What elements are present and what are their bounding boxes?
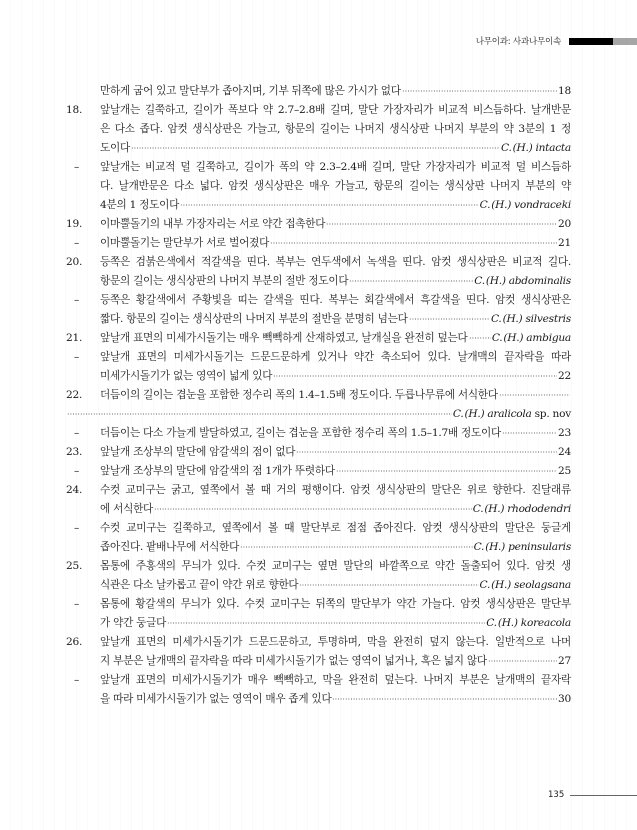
alternative-dash: – — [74, 674, 80, 686]
species-name — [480, 196, 571, 215]
species-name — [492, 329, 571, 348]
species-name — [474, 538, 571, 557]
leader-dots — [409, 312, 490, 322]
species-epithet: seolagsana — [514, 579, 571, 591]
leader-dots — [131, 141, 500, 151]
couplet-number: 18. — [66, 104, 83, 116]
key-continuation — [66, 82, 571, 101]
lead-to-couplet: 23 — [558, 427, 571, 439]
alternative-dash: – — [74, 237, 80, 249]
key-text: 등쪽은 황갈색에서 주황빛을 띠는 갈색을 띤다. 복부는 회갈색에서 흑갈색을 띤다. 암컷 생식상판은 — [100, 294, 571, 306]
species-name — [453, 405, 571, 424]
couplet-number: 20. — [66, 256, 83, 268]
genus-abbrev: C. — [490, 313, 502, 325]
key-line — [66, 158, 571, 177]
key-text: 앞날개 표면의 미세가시돌기가 매우 빽빽하고, 막을 완전히 덮는다. 나머지 부분은 날개맥의 끝자락 — [100, 674, 571, 686]
alternative-dash: – — [74, 522, 80, 534]
genus-abbrev: C. — [491, 332, 503, 344]
key-couplet — [66, 329, 571, 348]
key-line — [66, 690, 571, 709]
chapter-title: 나무이과: 사과나무이속 — [475, 37, 561, 47]
key-text: 에 서식한다 — [100, 503, 154, 515]
key-text: 몸통에 주홍색의 무늬가 있다. 수컷 교미구는 옆면 말단의 바깥쪽으로 약간 돌출되어 있다. 암컷 생 — [100, 560, 571, 572]
genus-abbrev: C. — [452, 408, 464, 420]
key-line — [66, 557, 571, 576]
key-text: 앞날개는 비교적 덜 길쭉하고, 길이가 폭의 약 2.3–2.4배 길며, 말단 가장자리가 비교적 덜 비스듬하 — [100, 161, 571, 173]
key-alternative — [66, 234, 571, 253]
key-alternative — [66, 424, 571, 443]
species-epithet: silvestris — [525, 313, 571, 325]
header-bar-gray — [613, 38, 637, 45]
subgenus-abbrev: (H.) — [464, 408, 485, 420]
key-couplet — [66, 215, 571, 234]
leader-dots — [402, 84, 557, 94]
key-text: 미세가시돌기가 없는 영역이 넓게 있다 — [100, 370, 273, 382]
leader-dots — [469, 331, 491, 341]
key-line — [66, 652, 571, 671]
subgenus-abbrev: (H.) — [491, 199, 512, 211]
leader-dots — [336, 464, 557, 474]
subgenus-abbrev: (H.) — [503, 332, 524, 344]
species-name — [491, 310, 571, 329]
lead-to-couplet: 24 — [558, 446, 571, 458]
lead-to-couplet: 30 — [558, 693, 571, 705]
key-line — [66, 424, 571, 443]
key-couplet — [66, 557, 571, 595]
header-bar-black — [569, 38, 613, 45]
key-text: 더듬이의 길이는 겹눈을 포함한 정수리 폭의 1.4–1.5배 정도이다. 두릅나무류에 서식한다 — [100, 389, 498, 401]
species-epithet: ambigua — [526, 332, 571, 344]
key-text: 을 따라 미세가시돌기가 없는 영역이 매우 좁게 있다 — [100, 693, 332, 705]
page-number: 135 — [548, 790, 565, 800]
key-text: 더듬이는 다소 가늘게 발달하였고, 길이는 겹눈을 포함한 정수리 폭의 1.5–1.7배 정도이다 — [100, 427, 501, 439]
leader-dots — [67, 407, 452, 417]
species-epithet: aralicola — [487, 408, 532, 420]
key-line — [66, 310, 571, 329]
leader-dots — [273, 369, 557, 379]
key-couplet — [66, 481, 571, 519]
subgenus-abbrev: (H.) — [485, 275, 506, 287]
key-line — [66, 253, 571, 272]
lead-to-couplet: 25 — [558, 465, 571, 477]
species-name — [501, 139, 571, 158]
key-line — [66, 120, 571, 139]
leader-dots — [349, 274, 473, 284]
couplet-number: 23. — [66, 446, 83, 458]
leader-dots — [154, 502, 472, 512]
alternative-dash: – — [74, 465, 80, 477]
alternative-dash: – — [74, 294, 80, 306]
couplet-number: 25. — [66, 560, 83, 572]
key-text: 앞날개 조상부의 말단에 암갈색의 점이 없다 — [100, 446, 296, 458]
genus-abbrev: C. — [500, 142, 512, 154]
key-line — [66, 234, 571, 253]
leader-dots — [296, 445, 557, 455]
key-couplet — [66, 443, 571, 462]
subgenus-abbrev: (H.) — [484, 503, 505, 515]
species-name — [474, 272, 571, 291]
genus-abbrev: C. — [479, 579, 491, 591]
key-line — [66, 329, 571, 348]
footer-rule — [570, 795, 637, 796]
species-epithet: koreacola — [520, 617, 571, 629]
key-alternative — [66, 291, 571, 329]
key-text: 가 약간 둥글다 — [100, 617, 167, 629]
subgenus-abbrev: (H.) — [485, 541, 506, 553]
key-alternative — [66, 671, 571, 709]
couplet-number: 21. — [66, 332, 83, 344]
species-epithet: vondraceki — [514, 199, 571, 211]
subgenus-abbrev: (H.) — [491, 579, 512, 591]
key-line — [66, 348, 571, 367]
key-text: 수컷 교미구는 길쭉하고, 옆쪽에서 볼 때 말단부로 점점 좁아진다. 암컷 생식상판의 말단은 둥글게 — [100, 522, 571, 534]
key-text: 도이다 — [100, 142, 130, 154]
key-text: 몸통에 황갈색의 무늬가 있다. 수컷 교미구는 뒤쪽의 말단부가 약간 가늘다. 암컷 생식상판은 말단부 — [100, 598, 571, 610]
leader-dots — [167, 616, 485, 626]
leader-dots — [332, 692, 557, 702]
key-text: 항문의 길이는 생식상판의 나머지 부분의 절반 정도이다 — [100, 275, 349, 287]
key-line — [66, 500, 571, 519]
alternative-dash: – — [74, 598, 80, 610]
species-name — [473, 500, 571, 519]
key-text: 앞날개 표면의 미세가시돌기는 드문드문하게 있거나 약간 축소되어 있다. 날개맥의 끝자락을 따라 — [100, 351, 571, 363]
key-alternative — [66, 348, 571, 386]
leader-dots — [326, 217, 557, 227]
key-couplet — [66, 633, 571, 671]
key-line — [66, 272, 571, 291]
alternative-dash: – — [74, 161, 80, 173]
subgenus-abbrev: (H.) — [502, 313, 523, 325]
genus-abbrev: C. — [486, 617, 497, 629]
key-text: 앞날개 표면의 미세가시돌기가 드문드문하고, 투명하며, 막을 완전히 덮지 않는다. 일반적으로 나머 — [100, 636, 571, 648]
species-epithet: rhododendri — [507, 503, 571, 515]
couplet-number: 24. — [66, 484, 83, 496]
key-line — [66, 196, 571, 215]
key-line — [66, 139, 571, 158]
page-footer — [548, 790, 637, 800]
lead-to-couplet: 21 — [558, 237, 571, 249]
key-alternative — [66, 519, 571, 557]
key-text: 짧다. 항문의 길이는 생식상판의 나머지 부분의 절반을 분명히 넘는다 — [100, 313, 408, 325]
key-text: 이마뿔돌기는 말단부가 서로 벌어졌다 — [100, 237, 270, 249]
new-species-label: sp. nov — [534, 408, 571, 420]
species-epithet: peninsularis — [508, 541, 571, 553]
alternative-dash: – — [74, 427, 80, 439]
leader-dots — [270, 236, 557, 246]
identification-key — [66, 82, 571, 709]
key-couplet — [66, 253, 571, 291]
key-line — [66, 576, 571, 595]
key-line — [66, 82, 571, 101]
key-text: 이마뿔돌기의 내부 가장자리는 서로 약간 접촉한다 — [100, 218, 326, 230]
genus-abbrev: C. — [474, 275, 485, 287]
leader-dots — [488, 654, 557, 664]
key-line — [66, 291, 571, 310]
leader-dots — [299, 578, 478, 588]
leader-dots — [499, 388, 570, 398]
key-line — [66, 633, 571, 652]
lead-to-couplet: 22 — [558, 370, 571, 382]
key-alternative — [66, 595, 571, 633]
genus-abbrev: C. — [479, 199, 491, 211]
couplet-number: 22. — [66, 389, 83, 401]
alternative-dash: – — [74, 351, 80, 363]
key-line — [66, 386, 571, 405]
key-line — [66, 443, 571, 462]
key-couplet — [66, 386, 571, 424]
key-line — [66, 101, 571, 120]
key-line — [66, 481, 571, 500]
genus-abbrev: C. — [473, 541, 485, 553]
key-line — [66, 367, 571, 386]
key-couplet — [66, 101, 571, 158]
key-line — [66, 614, 571, 633]
species-name — [486, 614, 571, 633]
genus-abbrev: C. — [472, 503, 484, 515]
lead-to-couplet: 27 — [558, 655, 571, 667]
species-epithet: abdominalis — [508, 275, 571, 287]
key-text: 앞날개 조상부의 말단에 암갈색의 점 1개가 뚜렷하다 — [100, 465, 335, 477]
key-text: 식관은 다소 날카롭고 끝이 약간 위로 향한다 — [100, 579, 299, 591]
key-line — [66, 405, 571, 424]
key-line — [66, 462, 571, 481]
key-text: 4분의 1 정도이다 — [100, 199, 180, 211]
key-alternative — [66, 462, 571, 481]
leader-dots — [240, 540, 472, 550]
subgenus-abbrev: (H.) — [512, 142, 533, 154]
key-alternative — [66, 158, 571, 215]
lead-to-couplet: 18 — [558, 85, 571, 97]
key-text: 등쪽은 검붉은색에서 적갈색을 띤다. 복부는 연두색에서 녹색을 띤다. 암컷 생식상판은 비교적 길다. — [100, 256, 571, 268]
running-header — [476, 35, 637, 47]
species-epithet: intacta — [535, 142, 571, 154]
couplet-number: 19. — [66, 218, 83, 230]
lead-to-couplet: 20 — [558, 218, 571, 230]
key-line — [66, 538, 571, 557]
couplet-number: 26. — [66, 636, 83, 648]
key-line — [66, 671, 571, 690]
key-text: 만하게 굽어 있고 말단부가 좁아지며, 기부 뒤쪽에 많은 가시가 없다 — [100, 85, 401, 97]
subgenus-abbrev: (H.) — [497, 617, 518, 629]
key-line — [66, 595, 571, 614]
key-text: 다. 날개반문은 다소 넓다. 암컷 생식상판은 매우 가늘고, 항문의 길이는 생식상판 나머지 부분의 약 — [100, 180, 571, 192]
key-text: 수컷 교미구는 굵고, 옆쪽에서 볼 때 거의 평행이다. 암컷 생식상판의 말단은 위로 향한다. 진달래류 — [100, 484, 571, 496]
key-text: 앞날개는 길쭉하고, 길이가 폭보다 약 2.7–2.8배 길며, 말단 가장자리가 비교적 비스듬하다. 날개반문 — [100, 104, 571, 116]
key-line — [66, 519, 571, 538]
key-text: 은 다소 좁다. 암컷 생식상판은 가늘고, 항문의 길이는 나머지 생식상판 나머지 부분의 약 3분의 1 정 — [100, 123, 571, 135]
key-text: 좁아진다. 팥배나무에 서식한다 — [100, 541, 240, 553]
key-line — [66, 215, 571, 234]
species-name — [480, 576, 571, 595]
key-text: 지 부분은 날개맥의 끝자락을 따라 미세가시돌기가 없는 영역이 넓거나, 혹은 넓지 않다 — [100, 655, 487, 667]
leader-dots — [180, 198, 479, 208]
key-text: 앞날개 표면의 미세가시돌기는 매우 빽빽하게 산재하였고, 날개실을 완전히 덮는다 — [100, 332, 468, 344]
key-line — [66, 177, 571, 196]
leader-dots — [502, 426, 557, 436]
